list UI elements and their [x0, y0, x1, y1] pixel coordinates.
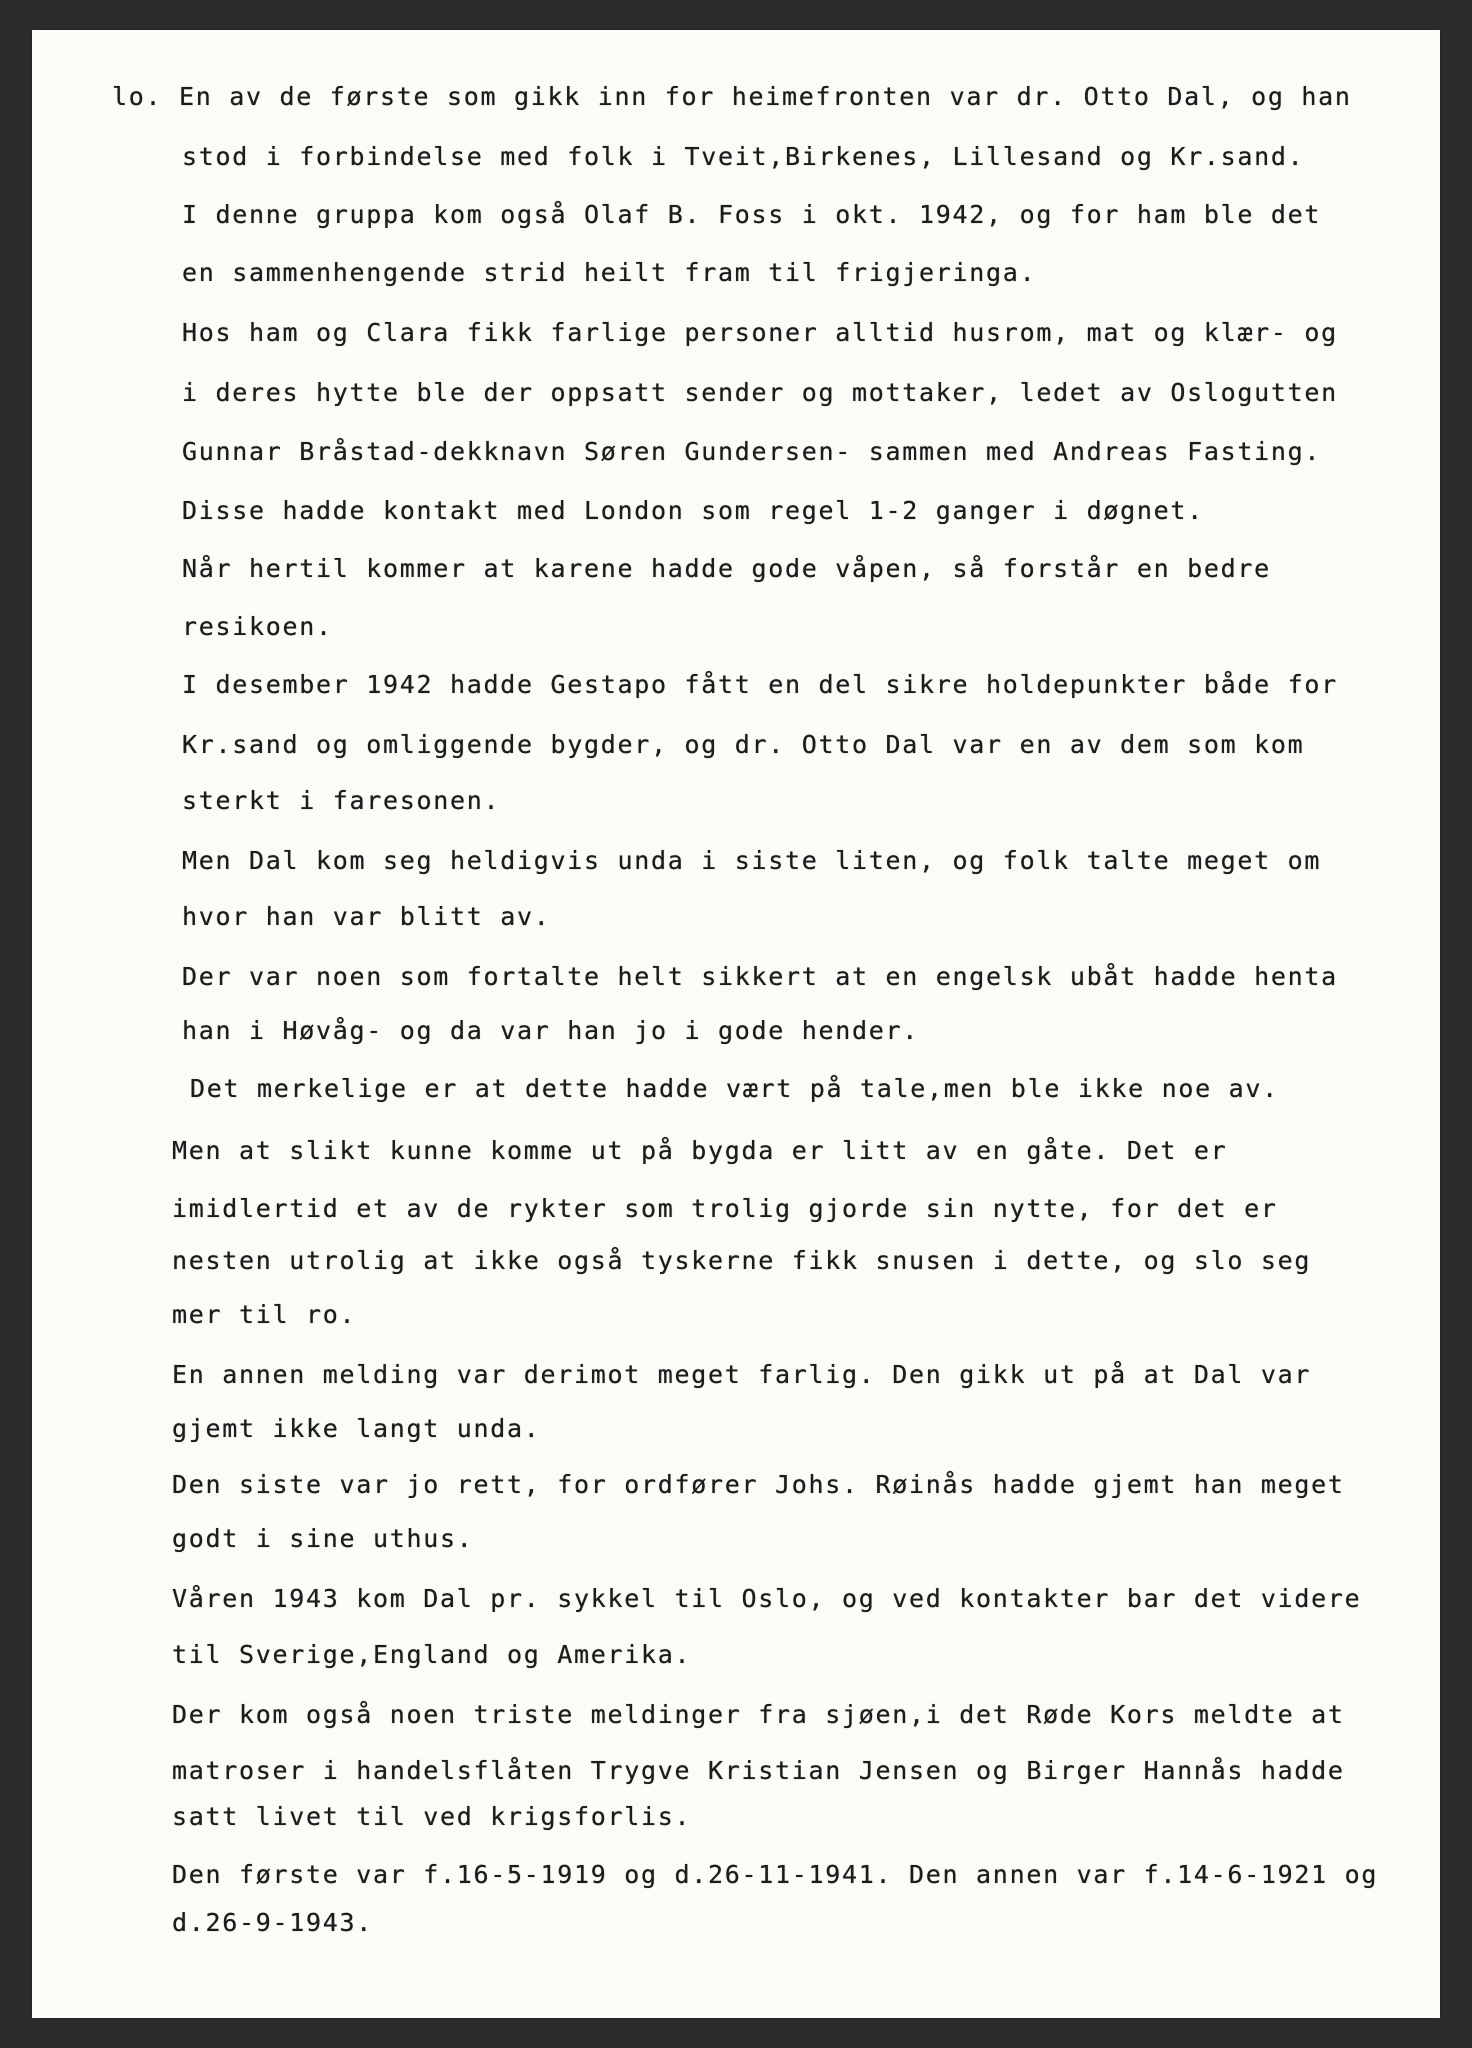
text-line: en sammenhengende strid heilt fram til frigjeringa.: [182, 258, 1037, 287]
text-line: nesten utrolig at ikke også tyskerne fikk snusen i dette, og slo seg: [172, 1246, 1312, 1275]
document-page: [32, 30, 1440, 2018]
text-line: imidlertid et av de rykter som trolig gjorde sin nytte, for det er: [172, 1194, 1278, 1223]
text-line: Der var noen som fortalte helt sikkert at en engelsk ubåt hadde henta: [182, 962, 1338, 991]
text-line: Det merkelige er at dette hadde vært på tale,men ble ikke noe av.: [190, 1074, 1279, 1103]
text-line: hvor han var blitt av.: [182, 902, 551, 931]
text-line: matroser i handelsflåten Trygve Kristian Jensen og Birger Hannås hadde: [172, 1756, 1345, 1785]
text-line: Hos ham og Clara fikk farlige personer alltid husrom, mat og klær- og: [182, 318, 1338, 347]
text-line: Våren 1943 kom Dal pr. sykkel til Oslo, og ved kontakter bar det videre: [172, 1584, 1362, 1613]
text-line: resikoen.: [182, 612, 333, 641]
text-line: gjemt ikke langt unda.: [172, 1414, 541, 1443]
text-line: Kr.sand og omliggende bygder, og dr. Otto Dal var en av dem som kom: [182, 730, 1305, 759]
text-line: Gunnar Bråstad-dekknavn Søren Gundersen- sammen med Andreas Fasting.: [182, 437, 1322, 466]
text-line: sterkt i faresonen.: [182, 786, 501, 815]
text-line: stod i forbindelse med folk i Tveit,Birkenes, Lillesand og Kr.sand.: [182, 142, 1305, 171]
text-line: mer til ro.: [172, 1300, 357, 1329]
text-line: godt i sine uthus.: [172, 1524, 474, 1553]
text-line: Men Dal kom seg heldigvis unda i siste liten, og folk talte meget om: [182, 846, 1322, 875]
text-line: Men at slikt kunne komme ut på bygda er litt av en gåte. Det er: [172, 1136, 1228, 1165]
text-line: En annen melding var derimot meget farlig. Den gikk ut på at Dal var: [172, 1360, 1312, 1389]
text-line: lo. En av de første som gikk inn for heimefronten var dr. Otto Dal, og han: [112, 82, 1352, 111]
text-line: han i Høvåg- og da var han jo i gode hender.: [182, 1016, 920, 1045]
text-line: satt livet til ved krigsforlis.: [172, 1802, 692, 1831]
text-line: Den siste var jo rett, for ordfører Johs. Røinås hadde gjemt han meget: [172, 1470, 1345, 1499]
text-line: d.26-9-1943.: [172, 1908, 374, 1937]
text-line: til Sverige,England og Amerika.: [172, 1640, 692, 1669]
text-line: Disse hadde kontakt med London som regel 1-2 ganger i døgnet.: [182, 496, 1204, 525]
text-line: I denne gruppa kom også Olaf B. Foss i okt. 1942, og for ham ble det: [182, 200, 1322, 229]
text-line: I desember 1942 hadde Gestapo fått en del sikre holdepunkter både for: [182, 670, 1338, 699]
text-line: i deres hytte ble der oppsatt sender og mottaker, ledet av Oslogutten: [182, 378, 1338, 407]
text-line: Den første var f.16-5-1919 og d.26-11-1941. Den annen var f.14-6-1921 og: [172, 1860, 1379, 1889]
text-line: Der kom også noen triste meldinger fra sjøen,i det Røde Kors meldte at: [172, 1700, 1345, 1729]
text-line: Når hertil kommer at karene hadde gode våpen, så forstår en bedre: [182, 554, 1271, 583]
